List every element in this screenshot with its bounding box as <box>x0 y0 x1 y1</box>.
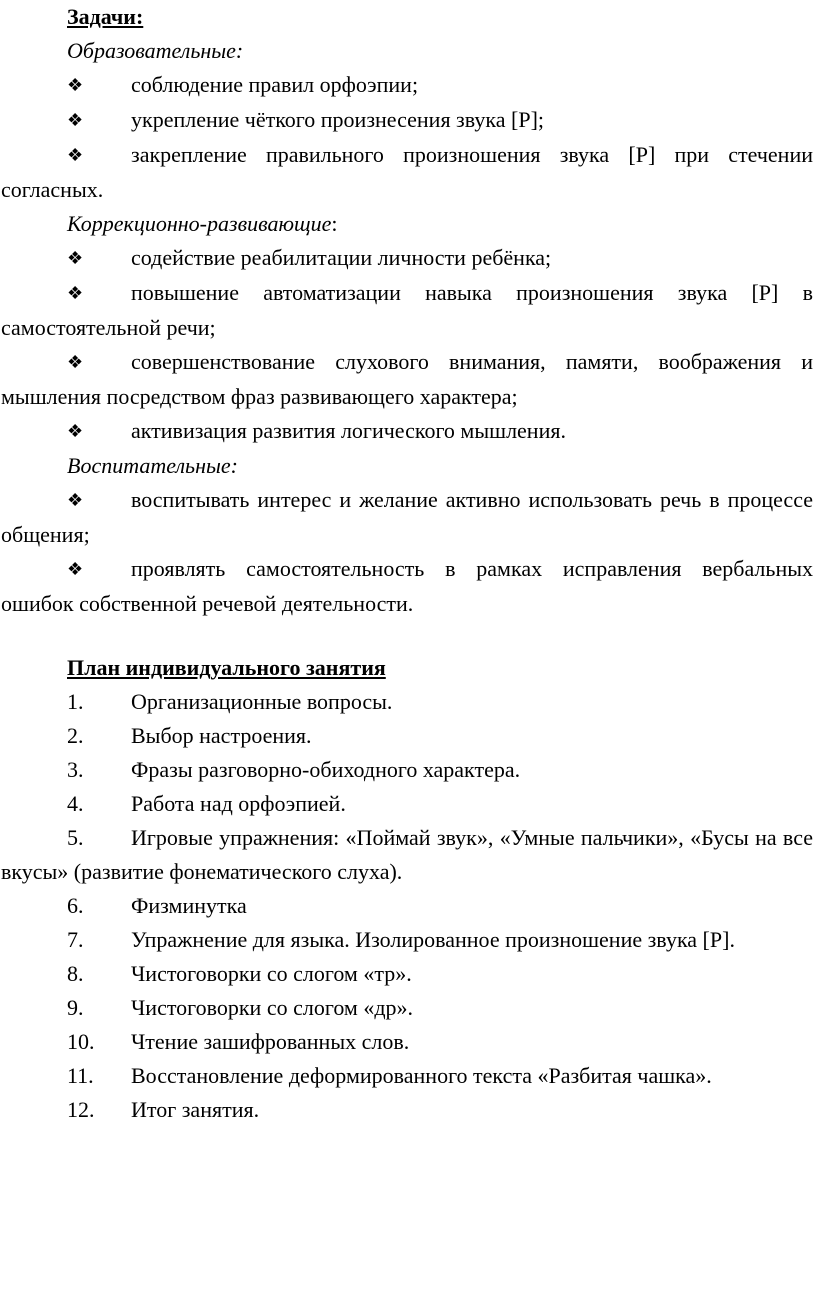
diamond-bullet-icon: ❖ <box>67 248 84 268</box>
task-item-text: совершенствование слухового внимания, памяти, воображения и мышления посредством фраз развивающего характера; <box>1 349 813 409</box>
plan-item-number: 4. <box>67 791 84 816</box>
plan-item-number: 2. <box>67 723 84 748</box>
task-item <box>1 103 813 138</box>
plan-item-text: Работа над орфоэпией. <box>131 791 346 816</box>
task-item <box>1 414 813 449</box>
plan-item <box>1 889 813 923</box>
plan-item <box>1 787 813 821</box>
diamond-bullet-icon: ❖ <box>67 110 84 130</box>
task-item-text: содействие реабилитации личности ребёнка; <box>131 245 552 270</box>
group-title-correctional: Коррекционно-развивающие: <box>67 211 338 236</box>
task-item-text: соблюдение правил орфоэпии; <box>131 72 419 97</box>
plan-item-number: 11. <box>67 1063 94 1088</box>
plan-item <box>1 957 813 991</box>
task-item-text: повышение автоматизации навыка произношения звука [Р] в самостоятельной речи; <box>1 280 813 340</box>
tasks-heading: Задачи: <box>67 4 144 29</box>
plan-item-number: 8. <box>67 961 84 986</box>
task-item-text: активизация развития логического мышления. <box>131 418 566 443</box>
plan-item-number: 7. <box>67 927 84 952</box>
diamond-bullet-icon: ❖ <box>67 490 84 510</box>
task-item <box>1 276 813 345</box>
plan-heading: План индивидуального занятия <box>67 655 386 680</box>
plan-item <box>1 685 813 719</box>
plan-item-number: 1. <box>67 689 84 714</box>
task-item <box>1 138 813 207</box>
plan-item-number: 5. <box>67 825 84 850</box>
diamond-bullet-icon: ❖ <box>67 352 84 372</box>
plan-item <box>1 821 813 889</box>
plan-item-text: Физминутка <box>131 893 247 918</box>
task-item <box>1 68 813 103</box>
plan-item <box>1 1025 813 1059</box>
plan-item-number: 3. <box>67 757 84 782</box>
plan-item-text: Организационные вопросы. <box>131 689 393 714</box>
plan-item-text: Чтение зашифрованных слов. <box>131 1029 410 1054</box>
task-item-text: укрепление чёткого произнесения звука [Р]; <box>131 107 545 132</box>
diamond-bullet-icon: ❖ <box>67 145 84 165</box>
plan-item <box>1 719 813 753</box>
plan-item <box>1 991 813 1025</box>
plan-item-text: Упражнение для языка. Изолированное произношение звука [Р]. <box>131 927 735 952</box>
plan-item <box>1 1093 813 1127</box>
task-item <box>1 552 813 621</box>
plan-item-text: Восстановление деформированного текста «Разбитая чашка». <box>131 1063 712 1088</box>
plan-item-number: 9. <box>67 995 84 1020</box>
plan-item-number: 12. <box>67 1097 95 1122</box>
task-item <box>1 345 813 414</box>
diamond-bullet-icon: ❖ <box>67 75 84 95</box>
diamond-bullet-icon: ❖ <box>67 421 84 441</box>
task-item-text: проявлять самостоятельность в рамках исправления вербальных ошибок собственной речевой деятельности. <box>1 556 813 616</box>
plan-item-number: 6. <box>67 893 84 918</box>
plan-item <box>1 923 813 957</box>
plan-item-text: Выбор настроения. <box>131 723 312 748</box>
plan-item <box>1 1059 813 1093</box>
plan-item <box>1 753 813 787</box>
task-item <box>1 241 813 276</box>
plan-item-text: Итог занятия. <box>131 1097 260 1122</box>
plan-item-text: Фразы разговорно-обиходного характера. <box>131 757 521 782</box>
task-item-text: закрепление правильного произношения звука [Р] при стечении согласных. <box>1 142 813 202</box>
plan-item-text: Чистоговорки со слогом «др». <box>131 995 414 1020</box>
group-title-educational: Образовательные: <box>67 38 244 63</box>
group-title-upbringing: Воспитательные: <box>67 453 238 478</box>
task-item-text: воспитывать интерес и желание активно использовать речь в процессе общения; <box>1 487 813 547</box>
plan-item-text: Чистоговорки со слогом «тр». <box>131 961 412 986</box>
plan-item-number: 10. <box>67 1029 95 1054</box>
diamond-bullet-icon: ❖ <box>67 283 84 303</box>
plan-item-text: Игровые упражнения: «Поймай звук», «Умные пальчики», «Бусы на все вкусы» (развитие фонематического слуха). <box>1 825 813 884</box>
task-item <box>1 483 813 552</box>
section-spacer <box>1 621 813 651</box>
diamond-bullet-icon: ❖ <box>67 559 84 579</box>
